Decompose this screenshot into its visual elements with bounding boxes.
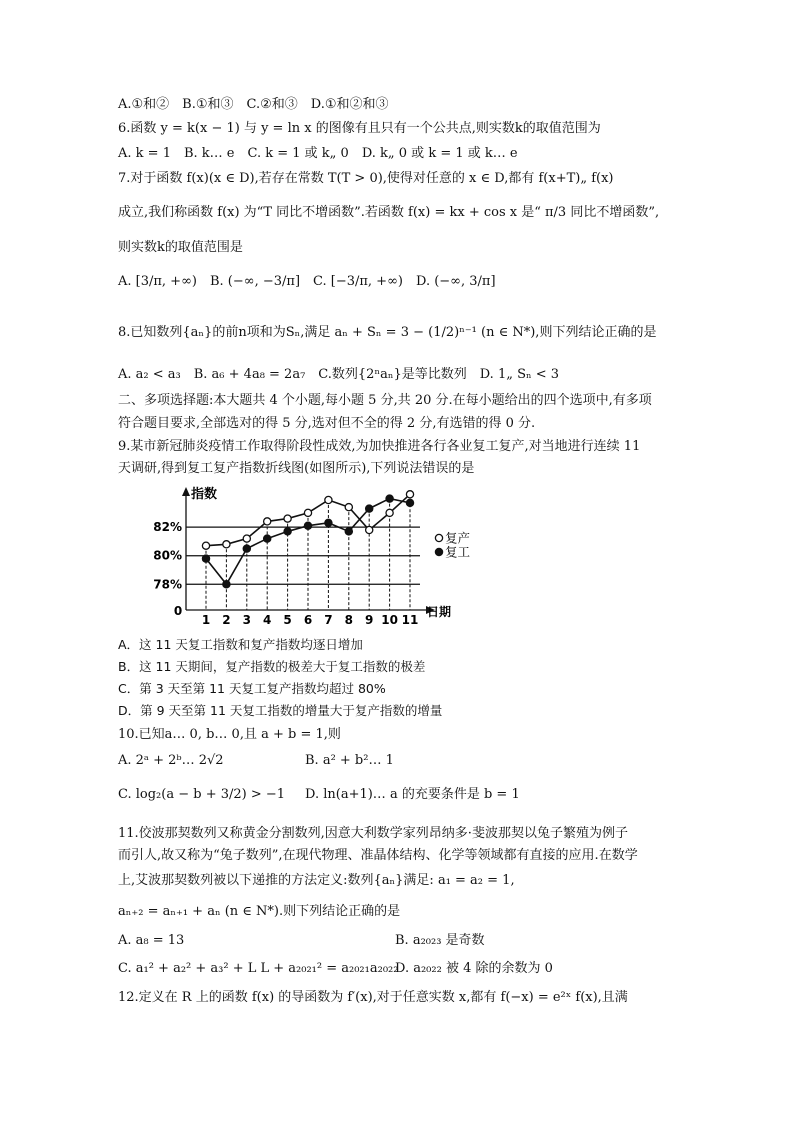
data-point <box>284 515 291 522</box>
q7-stem-line2: 成立,我们称函数 f(x) 为“T 同比不增函数”.若函数 f(x) = kx + cos x 是“ π/3 同比不增函数”, <box>118 205 660 220</box>
data-point <box>223 581 230 588</box>
q7-options: A. [3/π, +∞) B. (−∞, −3/π] C. [−3/π, +∞) D. (−∞, 3/π] <box>118 274 496 289</box>
data-point <box>325 496 332 503</box>
y-tick-label: 82% <box>153 520 182 535</box>
legend-label: 复产 <box>445 530 471 546</box>
data-point <box>284 528 291 535</box>
x-tick-label: 10 <box>381 613 398 627</box>
data-point <box>406 499 413 506</box>
data-point <box>243 545 250 552</box>
section-2-heading-line1: 二、多项选择题:本大题共 4 个小题,每小题 5 分,共 20 分.在每小题给出的四个选项中,有多项 <box>118 393 652 408</box>
x-axis-label: 日期 <box>427 605 452 619</box>
q9-option-d: D．第 9 天至第 11 天复工指数的增量大于复产指数的增量 <box>118 703 443 718</box>
q11-option-c: C. a₁² + a₂² + a₃² + L L + a₂₀₂₁² = a₂₀₂₁a₂₀₂₂ <box>118 961 399 976</box>
q11-option-a: A. a₈ = 13 <box>118 933 185 948</box>
x-tick-label: 11 <box>401 613 419 627</box>
y-axis-label: 指数 <box>191 487 218 502</box>
x-tick-label: 1 <box>201 613 211 627</box>
q8-stem: 8.已知数列{aₙ}的前n项和为Sₙ,满足 aₙ + Sₙ = 3 − (1/2)ⁿ⁻¹ (n ∈ N*),则下列结论正确的是 <box>118 325 657 340</box>
q8-options: A. a₂ < a₃ B. a₆ + 4a₈ = 2a₇ C.数列{2ⁿaₙ}是等比数列 D. 1„ Sₙ < 3 <box>118 367 560 382</box>
q9-option-c: C．第 3 天至第 11 天复工复产指数均超过 80% <box>118 681 386 696</box>
x-tick-label: 3 <box>242 613 251 627</box>
q10-stem: 10.已知a… 0, b… 0,且 a + b = 1,则 <box>118 727 341 742</box>
q10-option-b: B. a² + b²… 1 <box>305 753 394 768</box>
y-axis-arrow <box>182 487 190 496</box>
data-point <box>386 509 393 516</box>
q9-stem-line2: 天调研,得到复工复产指数折线图(如图所示),下列说法错误的是 <box>118 461 475 476</box>
x-tick-label: 6 <box>303 613 313 627</box>
data-point <box>345 504 352 511</box>
q6-stem: 6.函数 y = k(x − 1) 与 y = ln x 的图像有且只有一个公共点,则实数k的取值范围为 <box>118 121 601 136</box>
q11-option-b: B. a₂₀₂₃ 是奇数 <box>395 933 485 948</box>
q10-option-c: C. log₂(a − b + 3/2) > −1 <box>118 787 286 802</box>
x-tick-label: 9 <box>365 613 374 627</box>
x-tick-label: 2 <box>222 613 231 627</box>
q10-option-d: D. ln(a+1)… a 的充要条件是 b = 1 <box>305 787 520 802</box>
data-point <box>366 505 373 512</box>
legend-label: 复工 <box>445 544 471 560</box>
data-point <box>325 519 332 526</box>
q9-option-b: B．这 11 天期间，复产指数的极差大于复工指数的极差 <box>118 659 426 674</box>
y-tick-label: 78% <box>153 577 182 592</box>
section-2-heading-line2: 符合题目要求,全部选对的得 5 分,选对但不全的得 2 分,有选错的得 0 分. <box>118 416 536 431</box>
q11-stem-line2: 而引人,故又称为“兔子数列”,在现代物理、准晶体结构、化学等领域都有直接的应用.在数学 <box>118 848 638 863</box>
q9-option-a: A．这 11 天复工指数和复产指数均逐日增加 <box>118 637 363 652</box>
x-tick-label: 7 <box>324 613 333 627</box>
q11-stem-line1: 11.佼波那契数列又称黄金分割数列,因意大利数学家列昂纳多·斐波那契以兔子繁殖为例子 <box>118 826 628 841</box>
data-point <box>345 528 352 535</box>
data-point <box>202 555 209 562</box>
legend-marker <box>435 534 442 541</box>
data-point <box>264 535 271 542</box>
data-point <box>304 522 311 529</box>
q9-stem-line1: 9.某市新冠肺炎疫情工作取得阶段性成效,为加快推进各行各业复工复产,对当地进行连续 11 <box>118 439 641 454</box>
data-point <box>223 541 230 548</box>
q6-options: A. k = 1 B. k… e C. k = 1 或 k„ 0 D. k„ 0 或 k = 1 或 k… e <box>118 146 518 161</box>
x-tick-label: 5 <box>283 613 292 627</box>
q11-stem-line4: aₙ₊₂ = aₙ₊₁ + aₙ (n ∈ N*).则下列结论正确的是 <box>118 904 401 919</box>
q11-stem-line3: 上,艾波那契数列被以下递推的方法定义:数列{aₙ}满足: a₁ = a₂ = 1, <box>118 873 515 888</box>
q12-stem: 12.定义在 R 上的函数 f(x) 的导函数为 f′(x),对于任意实数 x,都有 f(−x) = e²ˣ f(x),且满 <box>118 990 628 1005</box>
data-point <box>366 526 373 533</box>
q11-option-d: D. a₂₀₂₂ 被 4 除的余数为 0 <box>395 961 553 976</box>
q5-options: A.①和② B.①和③ C.②和③ D.①和②和③ <box>118 97 389 112</box>
q7-stem-line1: 7.对于函数 f(x)(x ∈ D),若存在常数 T(T > 0),使得对任意的 x ∈ D,都有 f(x+T)„ f(x) <box>118 171 614 186</box>
q10-option-a: A. 2ᵃ + 2ᵇ… 2√2 <box>118 753 224 768</box>
data-point <box>304 509 311 516</box>
data-point <box>264 518 271 525</box>
data-point <box>406 491 413 498</box>
origin-label: 0 <box>173 604 183 618</box>
x-tick-label: 4 <box>263 613 272 627</box>
data-point <box>243 535 250 542</box>
q7-stem-line3: 则实数k的取值范围是 <box>118 240 243 255</box>
y-tick-label: 80% <box>153 548 182 563</box>
index-line-chart <box>150 484 471 627</box>
data-point <box>202 542 209 549</box>
data-point <box>386 495 393 502</box>
legend-marker <box>435 548 442 555</box>
x-tick-label: 8 <box>344 613 353 627</box>
